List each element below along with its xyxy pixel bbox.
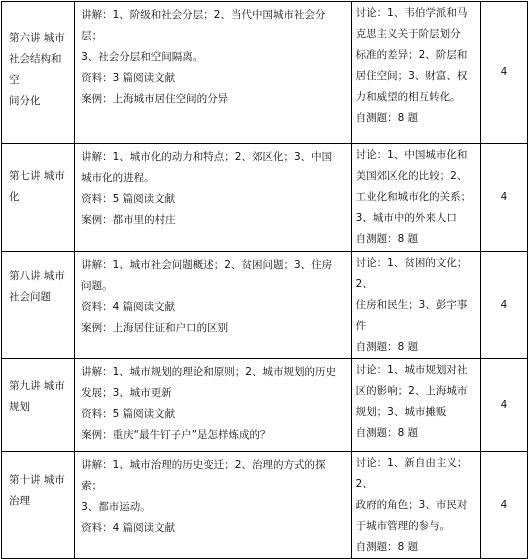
lecture-title-line: 第七讲 城市 bbox=[9, 170, 65, 182]
lecture-title-line: 化 bbox=[9, 191, 20, 203]
lecture-content-line: 讲解：1、阶级和社会分层；2、当代中国城市社会分层； bbox=[81, 9, 326, 42]
lecture-content-line: 案例：都市里的村庄 bbox=[81, 214, 176, 226]
lecture-title-line: 治理 bbox=[9, 495, 30, 507]
lecture-title bbox=[2, 144, 75, 252]
lecture-content bbox=[75, 452, 352, 559]
lecture-content-line: 讲解：1、城市治理的历史变迁；2、治理的方式的探索； bbox=[81, 459, 326, 492]
lecture-title-line: 社会结构和空 bbox=[9, 53, 62, 86]
lecture-hours: 4 bbox=[480, 359, 527, 452]
lecture-title bbox=[2, 359, 75, 452]
lecture-content-line: 城市化的进程。 bbox=[81, 172, 155, 184]
lecture-content-line: 发展；3、城市更新 bbox=[81, 387, 172, 399]
lecture-row bbox=[2, 2, 528, 144]
lecture-discussion-line: 讨论：1、韦伯学派和马 bbox=[355, 7, 468, 19]
lecture-discussion-line: 自测题：8 题 bbox=[355, 427, 419, 439]
lecture-row bbox=[2, 252, 528, 359]
lecture-content-line: 讲解：1、城市社会问题概述；2、贫困问题；3、住房 bbox=[81, 259, 333, 271]
lecture-row bbox=[2, 144, 528, 252]
lecture-discussion-line: 讨论：1、城市规划对社 bbox=[355, 364, 468, 376]
lecture-discussion-line: 讨论：1、贫困的文化；2、 bbox=[355, 257, 468, 290]
lecture-discussion-line: 规划；3、城市摊贩 bbox=[355, 406, 447, 418]
lecture-content-line: 资料：5 篇阅读文献 bbox=[81, 408, 176, 420]
lecture-discussion bbox=[351, 144, 480, 252]
lecture-discussion-line: 3、城市中的外来人口 bbox=[355, 212, 457, 224]
lecture-discussion-line: 居住空间；3、财富、权 bbox=[355, 70, 468, 82]
lecture-discussion-line: 自测题：8 题 bbox=[355, 112, 419, 124]
lecture-title-line: 社会问题 bbox=[9, 291, 51, 303]
lecture-discussion-line: 区的影响；2、上海城市 bbox=[355, 385, 468, 397]
syllabus-body bbox=[2, 2, 528, 559]
lecture-content-line: 资料：5 篇阅读文献 bbox=[81, 193, 176, 205]
lecture-content-line: 案例：上海居住证和户口的区别 bbox=[81, 322, 229, 334]
lecture-discussion bbox=[351, 252, 480, 359]
lecture-content-line: 讲解：1、城市化的动力和特点；2、郊区化；3、中国 bbox=[81, 151, 333, 163]
lecture-content-line: 讲解：1、城市规划的理论和原则；2、城市规划的历史 bbox=[81, 366, 336, 378]
lecture-discussion-line: 政府的角色；3、市民对 bbox=[355, 499, 468, 511]
lecture-title-line: 间分化 bbox=[9, 95, 41, 107]
lecture-discussion-line: 自测题：8 题 bbox=[355, 233, 419, 245]
lecture-hours: 4 bbox=[480, 2, 527, 144]
lecture-discussion-line: 自测题：8 题 bbox=[355, 341, 419, 353]
lecture-content-line: 3、都市运动。 bbox=[81, 501, 151, 513]
lecture-content-line: 问题。 bbox=[81, 280, 113, 292]
lecture-title-line: 第六讲 城市 bbox=[9, 32, 65, 44]
lecture-discussion bbox=[351, 359, 480, 452]
syllabus-table bbox=[1, 1, 528, 559]
lecture-hours: 4 bbox=[480, 144, 527, 252]
lecture-discussion-line: 克思主义关于阶层划分 bbox=[355, 28, 461, 40]
lecture-content bbox=[75, 144, 352, 252]
lecture-discussion-line: 自测题：8 题 bbox=[355, 541, 419, 553]
lecture-discussion-line: 住房和民生；3、彭宇事 bbox=[355, 299, 468, 311]
lecture-discussion-line: 于城市管理的参与。 bbox=[355, 520, 451, 532]
lecture-discussion bbox=[351, 2, 480, 144]
lecture-discussion-line: 力和威望的相互转化。 bbox=[355, 91, 461, 103]
lecture-content-line: 3、社会分层和空间隔离。 bbox=[81, 51, 204, 63]
lecture-discussion bbox=[351, 452, 480, 559]
lecture-title-line: 第九讲 城市 bbox=[9, 380, 65, 392]
lecture-discussion-line: 工业化和城市化的关系； bbox=[355, 191, 472, 203]
lecture-content-line: 资料：4 篇阅读文献 bbox=[81, 301, 176, 313]
lecture-title bbox=[2, 2, 75, 144]
lecture-content bbox=[75, 359, 352, 452]
lecture-content-line: 资料：3 篇阅读文献 bbox=[81, 72, 176, 84]
lecture-discussion-line: 美国郊区化的比较；2、 bbox=[355, 170, 468, 182]
lecture-row bbox=[2, 359, 528, 452]
lecture-content-line: 案例：上海城市居住空间的分异 bbox=[81, 93, 229, 105]
lecture-hours: 4 bbox=[480, 252, 527, 359]
lecture-discussion-line: 件 bbox=[355, 320, 367, 332]
lecture-title-line: 规划 bbox=[9, 401, 30, 413]
lecture-content bbox=[75, 2, 352, 144]
lecture-row bbox=[2, 452, 528, 559]
lecture-title bbox=[2, 252, 75, 359]
lecture-discussion-line: 讨论：1、中国城市化和 bbox=[355, 149, 468, 161]
lecture-title bbox=[2, 452, 75, 559]
lecture-discussion-line: 标准的差异；2、阶层和 bbox=[355, 49, 468, 61]
lecture-hours: 4 bbox=[480, 452, 527, 559]
lecture-discussion-line: 讨论：1、新自由主义；2、 bbox=[355, 457, 468, 490]
lecture-title-line: 第十讲 城市 bbox=[9, 474, 65, 486]
lecture-content-line: 案例：重庆“最牛钉子户”是怎样炼成的？ bbox=[81, 429, 271, 441]
lecture-content-line: 资料：4 篇阅读文献 bbox=[81, 522, 176, 534]
lecture-title-line: 第八讲 城市 bbox=[9, 270, 65, 282]
lecture-content bbox=[75, 252, 352, 359]
